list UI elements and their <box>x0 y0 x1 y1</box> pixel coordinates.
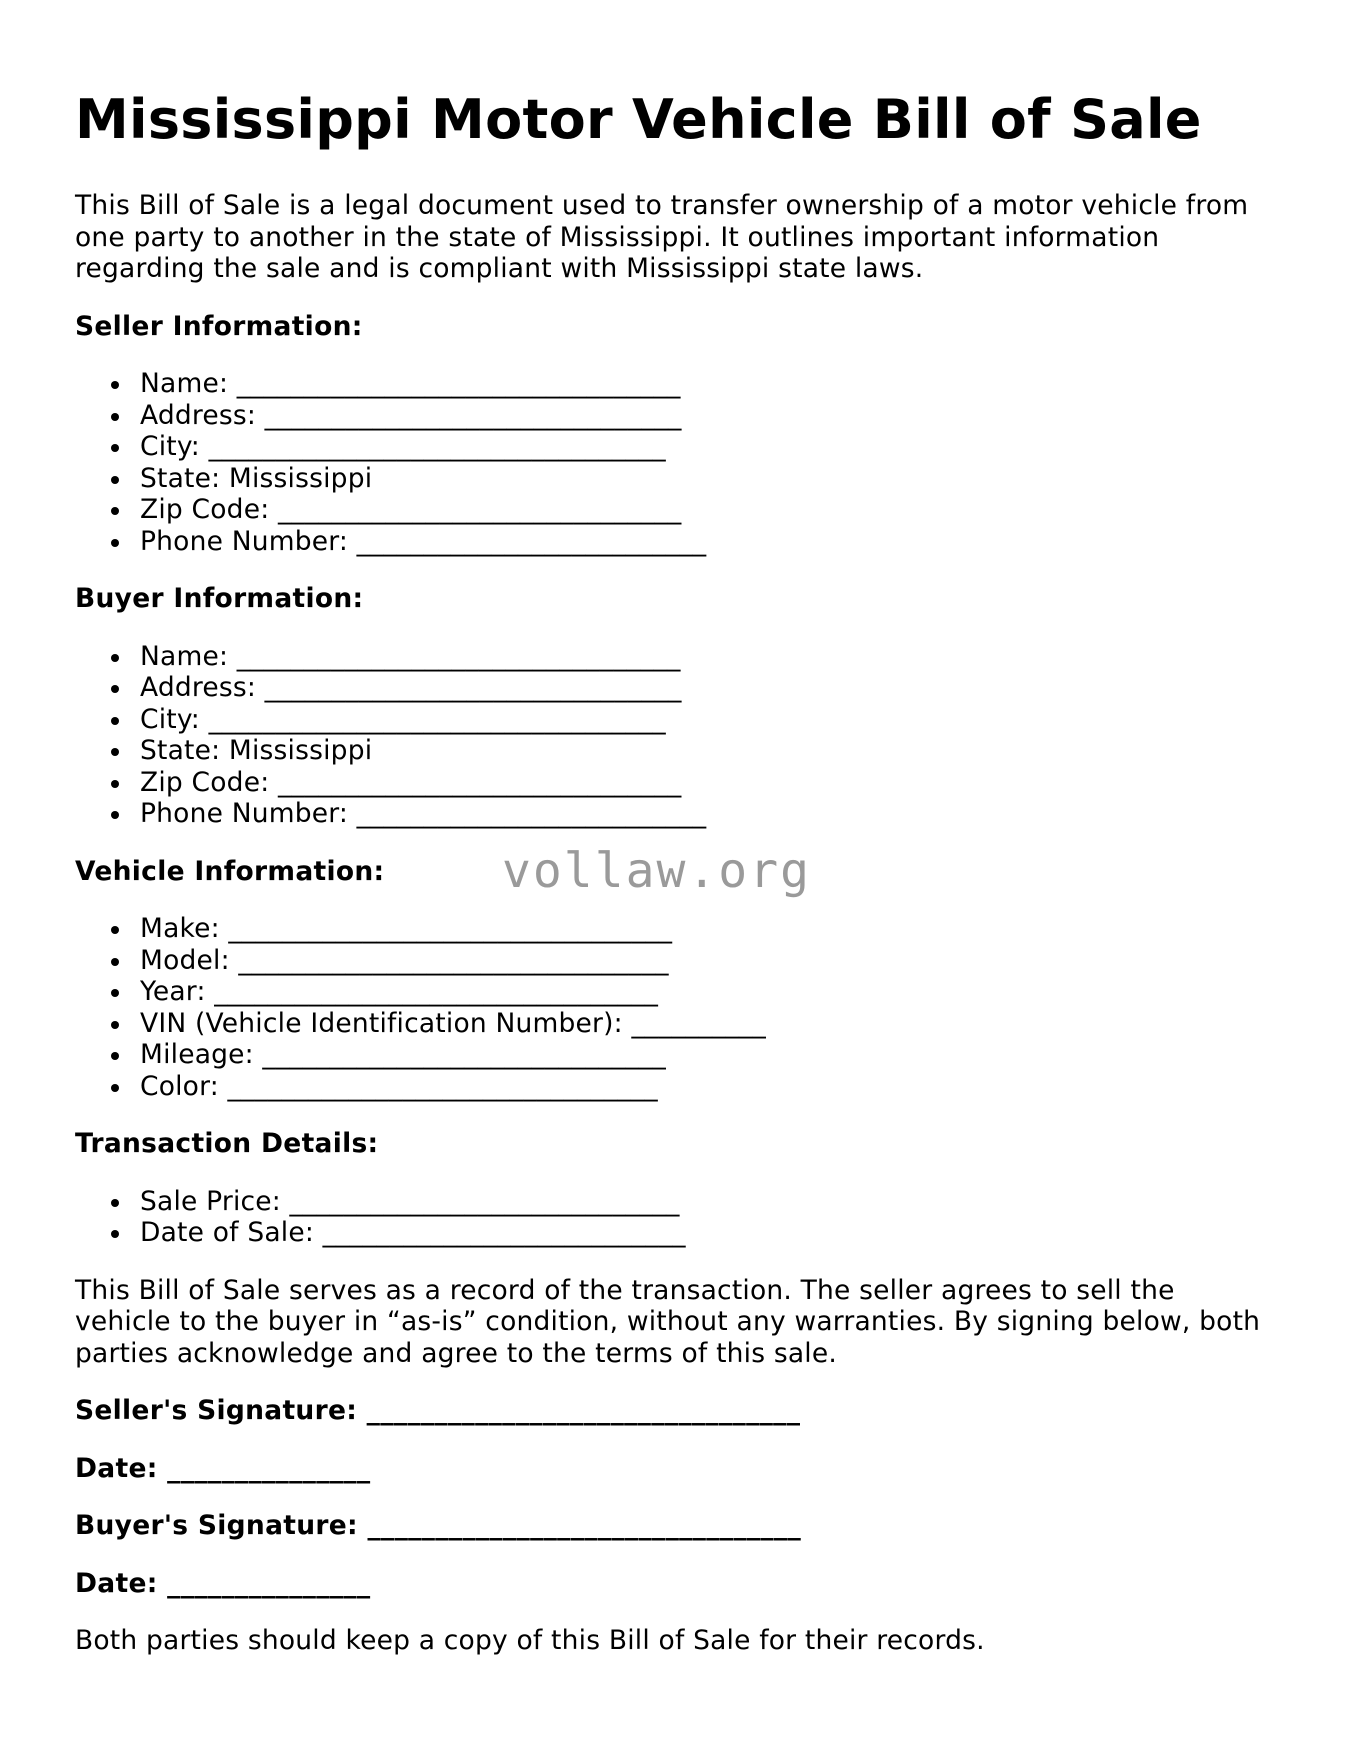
intro-paragraph: This Bill of Sale is a legal document used to transfer ownership of a motor vehicle from one party to another in the state of Mississippi. It outlines important information regarding the sale and is compliant with Mississippi state laws. <box>75 190 1249 284</box>
bullet-icon <box>111 476 119 484</box>
bullet-icon <box>111 1230 119 1238</box>
bullet-icon <box>111 958 119 966</box>
bullet-icon <box>111 1084 119 1092</box>
bullet-icon <box>111 780 119 788</box>
bullet-icon <box>111 381 119 389</box>
date-of-sale-field: Date of Sale: ___________________________ <box>75 1217 1275 1249</box>
bullet-icon <box>111 685 119 693</box>
seller-phone-field: Phone Number: __________________________ <box>75 526 1275 558</box>
bullet-icon <box>111 654 119 662</box>
vehicle-model-field: Model: ________________________________ <box>75 945 1275 977</box>
closing-paragraph: Both parties should keep a copy of this Bill of Sale for their records. <box>75 1625 985 1656</box>
seller-date-line: Date: _______________ <box>75 1452 371 1484</box>
buyer-phone-field: Phone Number: __________________________ <box>75 798 1275 830</box>
buyer-name-field: Name: _________________________________ <box>75 641 1275 673</box>
bullet-icon <box>111 811 119 819</box>
seller-address-field: Address: _______________________________ <box>75 400 1275 432</box>
transaction-heading: Transaction Details: <box>75 1128 379 1159</box>
page-title: Mississippi Motor Vehicle Bill of Sale <box>75 88 1202 151</box>
bullet-icon <box>111 989 119 997</box>
agreement-paragraph: This Bill of Sale serves as a record of the transaction. The seller agrees to sell the vehicle to the buyer in “as-is” condition, without any warranties. By signing below, both parties acknowledge and agree to the terms of this sale. <box>75 1274 1261 1369</box>
seller-fields-list <box>75 368 1275 557</box>
buyer-city-field: City: __________________________________ <box>75 704 1275 736</box>
seller-signature-line: Seller's Signature: ________________________________ <box>75 1395 801 1426</box>
sale-price-field: Sale Price: _____________________________ <box>75 1186 1275 1218</box>
vehicle-mileage-field: Mileage: ______________________________ <box>75 1039 1275 1071</box>
seller-city-field: City: __________________________________ <box>75 431 1275 463</box>
buyer-state-field: State: Mississippi <box>75 735 1275 767</box>
bullet-icon <box>111 413 119 421</box>
buyer-heading: Buyer Information: <box>75 583 364 614</box>
bullet-icon <box>111 1021 119 1029</box>
seller-name-field: Name: _________________________________ <box>75 368 1275 400</box>
bullet-icon <box>111 1199 119 1207</box>
buyer-address-field: Address: _______________________________ <box>75 672 1275 704</box>
bullet-icon <box>111 539 119 547</box>
bullet-icon <box>111 926 119 934</box>
seller-state-field: State: Mississippi <box>75 463 1275 495</box>
vehicle-heading: Vehicle Information: <box>75 855 385 887</box>
vehicle-vin-field: VIN (Vehicle Identification Number): __________ <box>75 1008 1275 1040</box>
seller-heading: Seller Information: <box>75 310 363 342</box>
transaction-fields-list <box>75 1186 1275 1249</box>
seller-zip-field: Zip Code: ______________________________ <box>75 494 1275 526</box>
bullet-icon <box>111 1052 119 1060</box>
bullet-icon <box>111 444 119 452</box>
bullet-icon <box>111 717 119 725</box>
buyer-fields-list <box>75 641 1275 830</box>
vehicle-fields-list <box>75 913 1275 1102</box>
watermark: vollaw.org <box>502 843 811 899</box>
buyer-date-line: Date: _______________ <box>75 1567 371 1599</box>
vehicle-color-field: Color: ________________________________ <box>75 1071 1275 1103</box>
buyer-zip-field: Zip Code: ______________________________ <box>75 767 1275 799</box>
buyer-signature-line: Buyer's Signature: ________________________________ <box>75 1510 802 1541</box>
bullet-icon <box>111 507 119 515</box>
vehicle-make-field: Make: _________________________________ <box>75 913 1275 945</box>
bullet-icon <box>111 748 119 756</box>
vehicle-year-field: Year: _________________________________ <box>75 976 1275 1008</box>
